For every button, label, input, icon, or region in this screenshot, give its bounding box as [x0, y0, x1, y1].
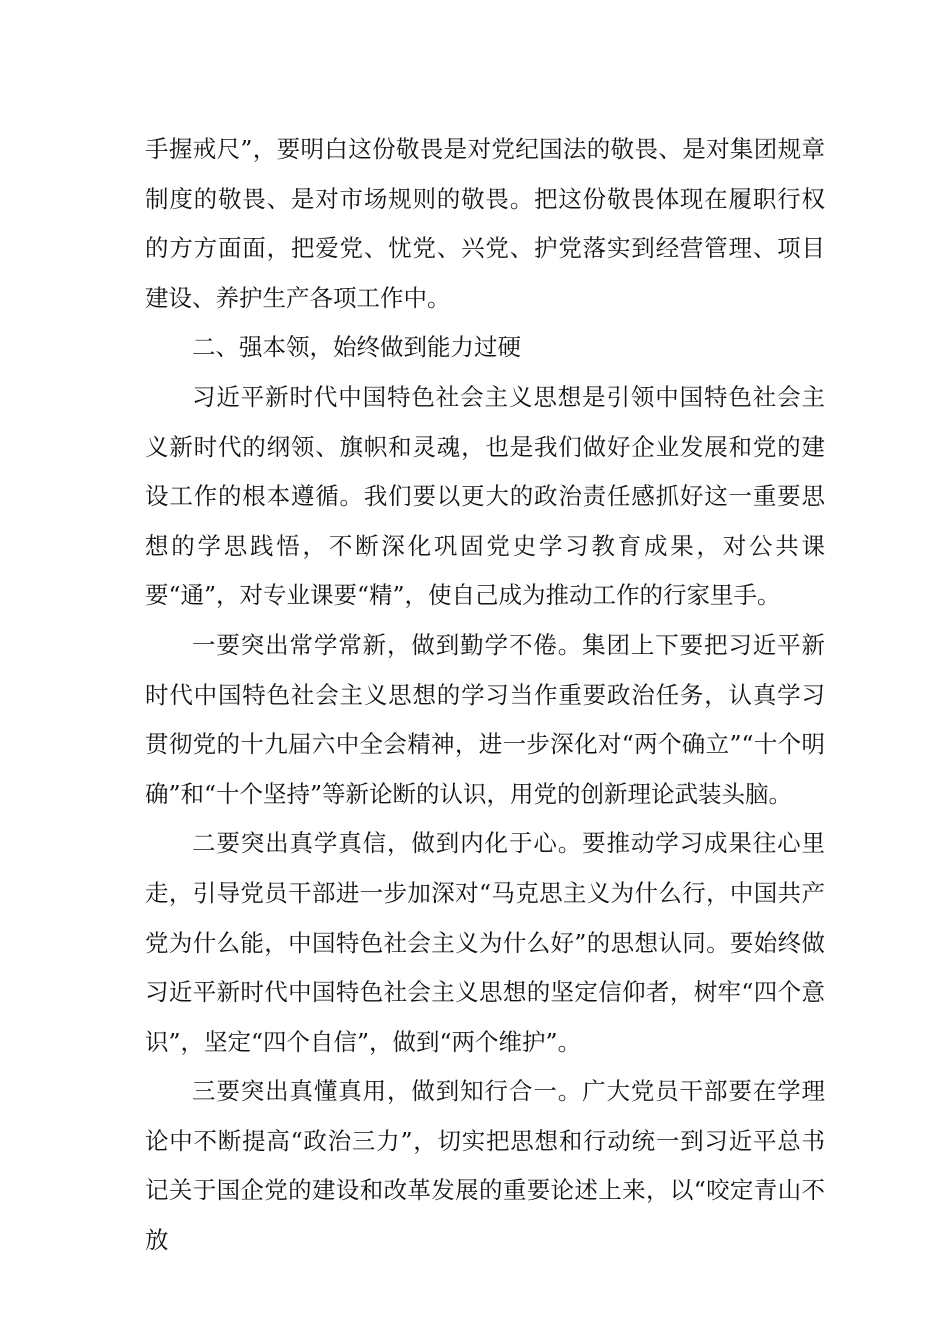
paragraph-continuation: 手握戒尺”，要明白这份敬畏是对党纪国法的敬畏、是对集团规章制度的敬畏、是对市场规则的敬畏。把这份敬畏体现在履职行权的方方面面，把爱党、忧党、兴党、护党落实到经营管理、项目建设、养护生产各项工作中。: [145, 135, 825, 312]
paragraph-point-one: 一要突出常学常新，做到勤学不倦。集团上下要把习近平新时代中国特色社会主义思想的学习当作重要政治任务，认真学习贯彻党的十九届六中全会精神，进一步深化对“两个确立”“十个明确”和“十个坚持”等新论断的认识，用党的创新理论武装头脑。: [145, 630, 825, 808]
paragraph-point-two: 二要突出真学真信，做到内化于心。要推动学习成果往心里走，引导党员干部进一步加深对“马克思主义为什么行，中国共产党为什么能，中国特色社会主义为什么好”的思想认同。要始终做习近平新时代中国特色社会主义思想的坚定信仰者，树牢“四个意识”，坚定“四个自信”，做到“两个维护”。: [145, 829, 825, 1056]
paragraph-point-three: 三要突出真懂真用，做到知行合一。广大党员干部要在学理论中不断提高“政治三力”，切实把思想和行动统一到习近平总书记关于国企党的建设和改革发展的重要论述上来，以“咬定青山不放: [145, 1077, 825, 1255]
paragraph-intro: 习近平新时代中国特色社会主义思想是引领中国特色社会主义新时代的纲领、旗帜和灵魂，也是我们做好企业发展和党的建设工作的根本遵循。我们要以更大的政治责任感抓好这一重要思想的学思践悟，不断深化巩固党史学习教育成果，对公共课要“通”，对专业课要“精”，使自己成为推动工作的行家里手。: [145, 382, 825, 610]
body-text: [145, 125, 825, 1266]
section-heading: 二、强本领，始终做到能力过硬: [192, 333, 521, 362]
